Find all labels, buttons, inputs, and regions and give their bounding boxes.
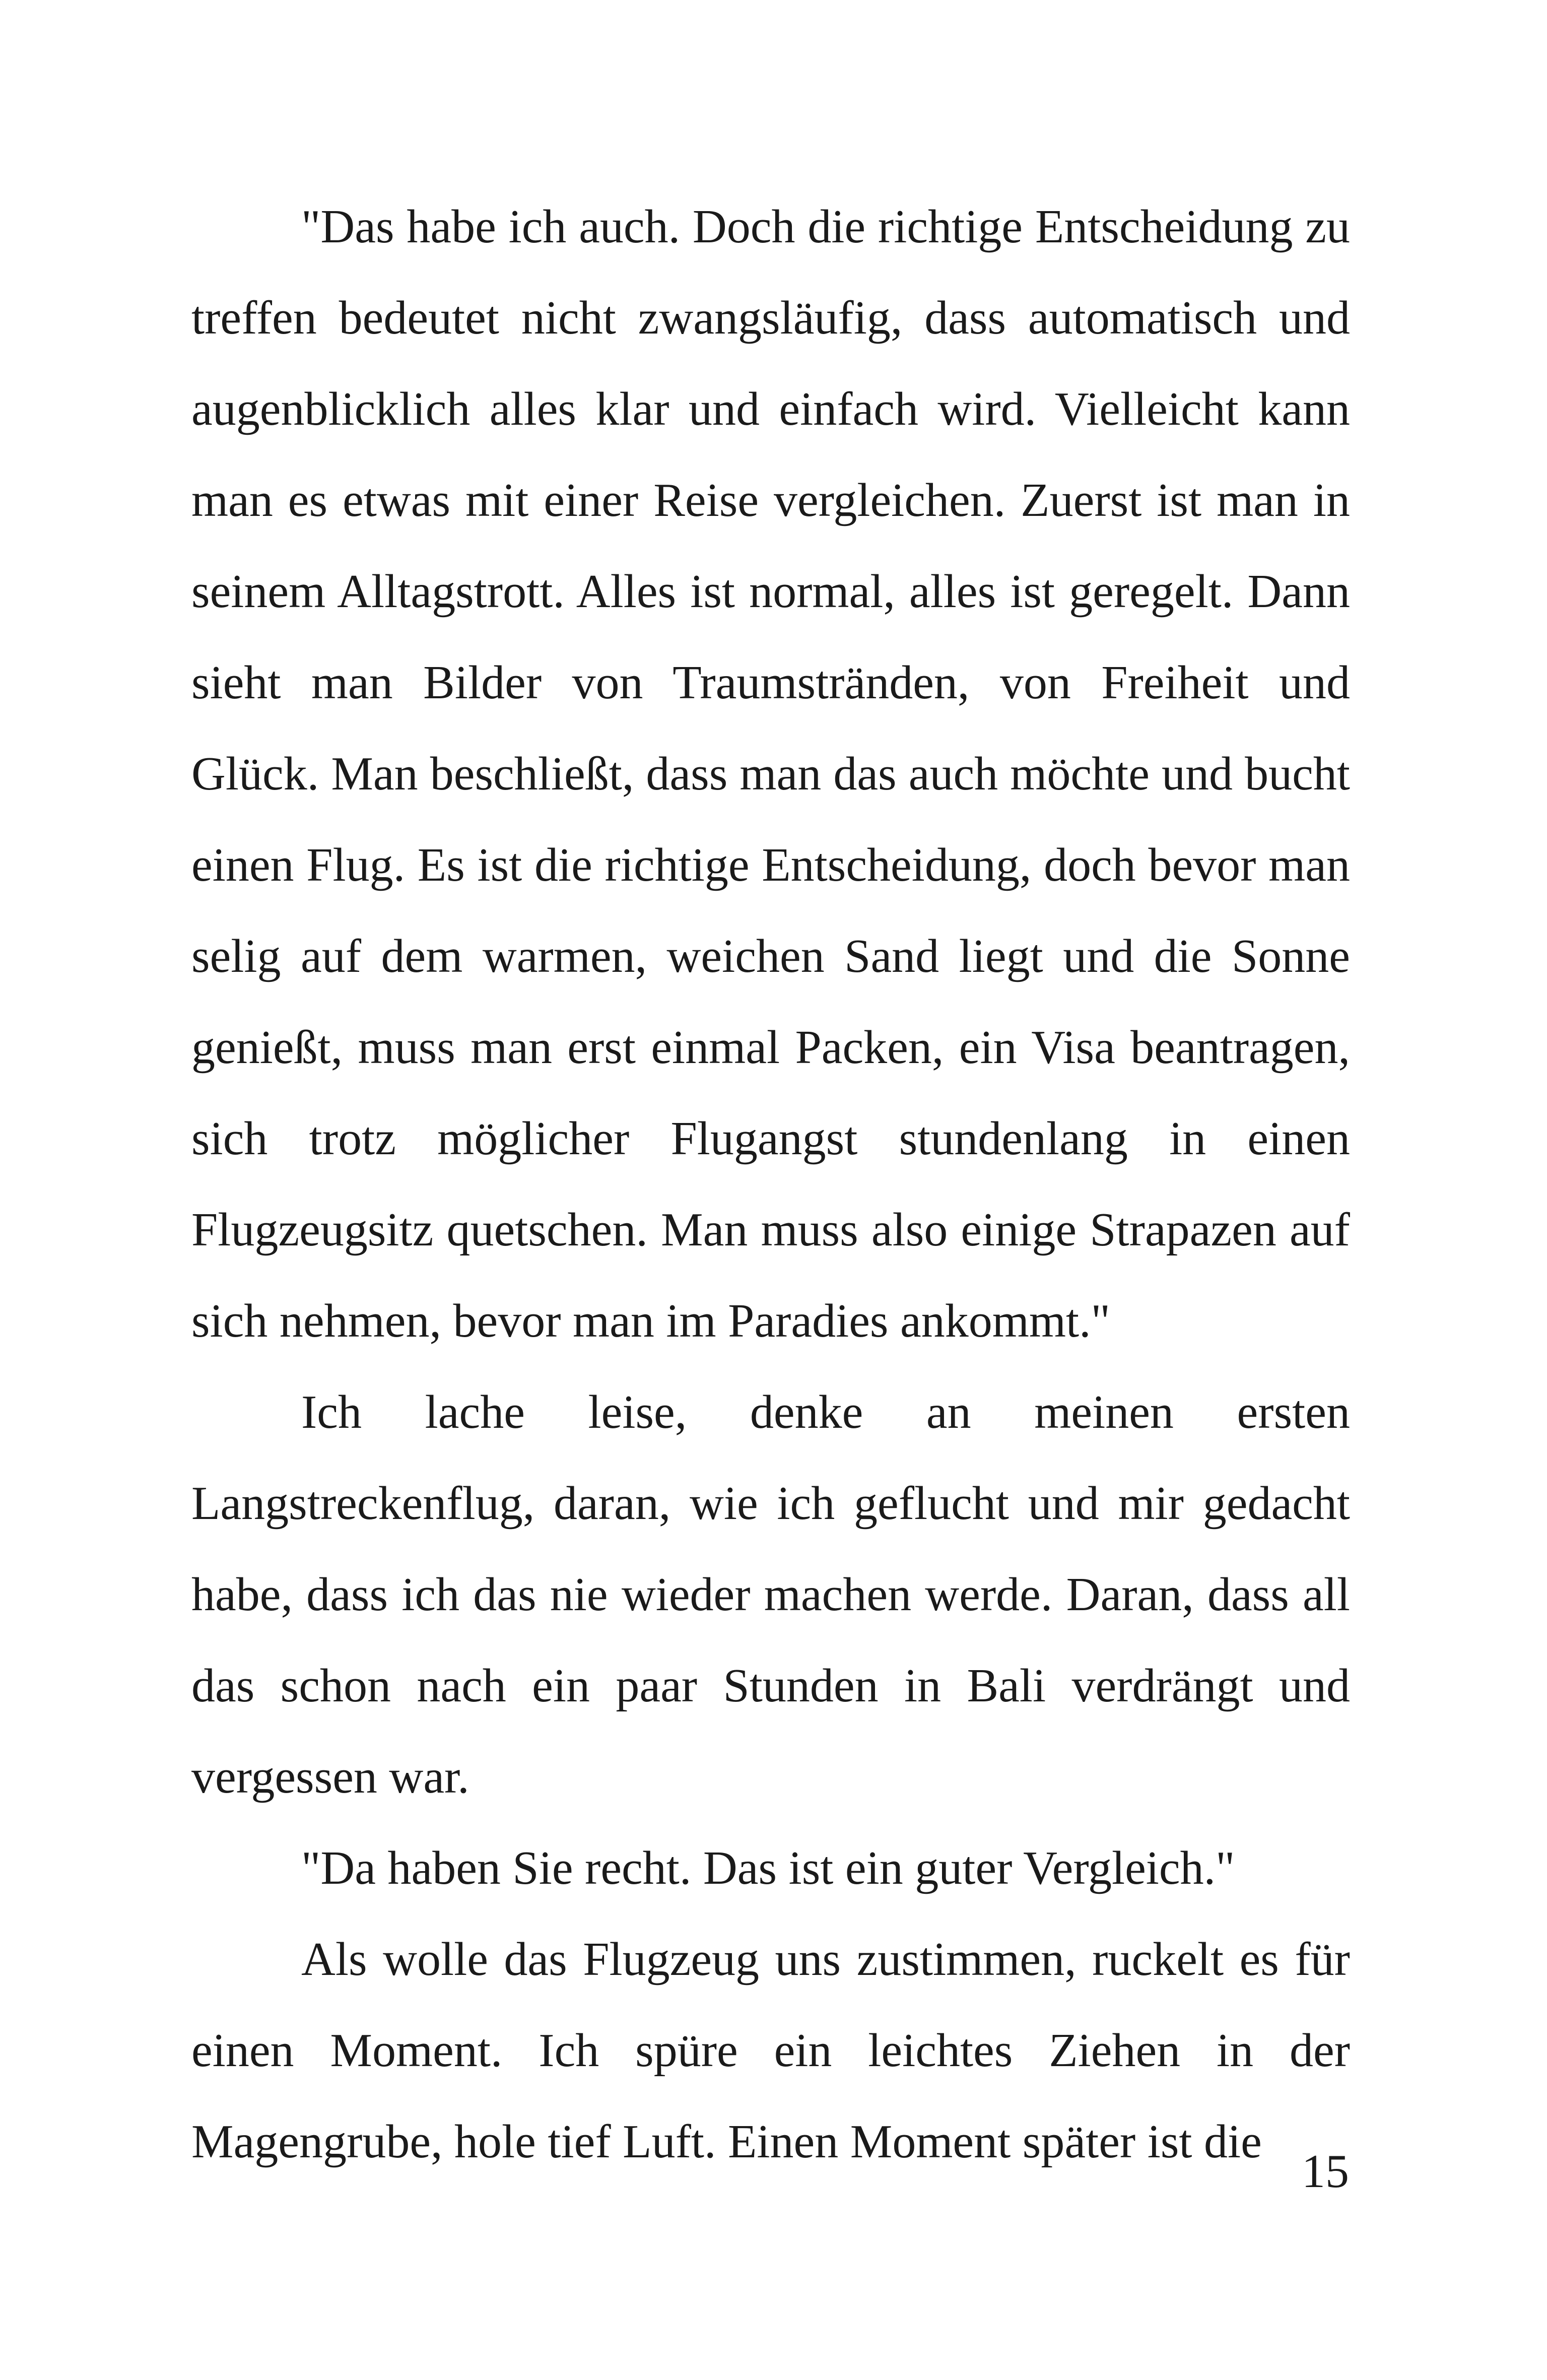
paragraph-4: Als wolle das Flugzeug uns zustimmen, ruckelt es für einen Moment. Ich spüre ein leichtes Ziehen in der Magengrube, hole tief Luft. Einen Moment später ist die	[191, 1933, 1350, 2168]
body-text	[191, 181, 1350, 2188]
paragraph-2: Ich lache leise, denke an meinen ersten Langstreckenflug, daran, wie ich geflucht und mir gedacht habe, dass ich das nie wieder machen werde. Daran, dass all das schon nach ein paar Stunden in Bali verdrängt und vergessen war.	[191, 1386, 1350, 1803]
page-number: 15	[1302, 2145, 1349, 2198]
paragraph-3: "Da haben Sie recht. Das ist ein guter Vergleich."	[301, 1842, 1235, 1894]
paragraph-1: "Das habe ich auch. Doch die richtige Entscheidung zu treffen bedeutet nicht zwangsläufig, dass automatisch und augenblicklich alles klar und einfach wird. Vielleicht kann man es etwas mit einer Reise vergleichen. Zuerst ist man in seinem Alltagstrott. Alles ist normal, alles ist geregelt. Dann sieht man Bilder von Traumstränden, von Freiheit und Glück. Man beschließt, dass man das auch möchte und bucht einen Flug. Es ist die richtige Entscheidung, doch bevor man selig auf dem warmen, weichen Sand liegt und die Sonne genießt, muss man erst einmal Packen, ein Visa beantragen, sich trotz möglicher Flugangst stundenlang in einen Flugzeugsitz quetschen. Man muss also einige Strapazen auf sich nehmen, bevor man im Paradies ankommt."	[191, 201, 1350, 1347]
